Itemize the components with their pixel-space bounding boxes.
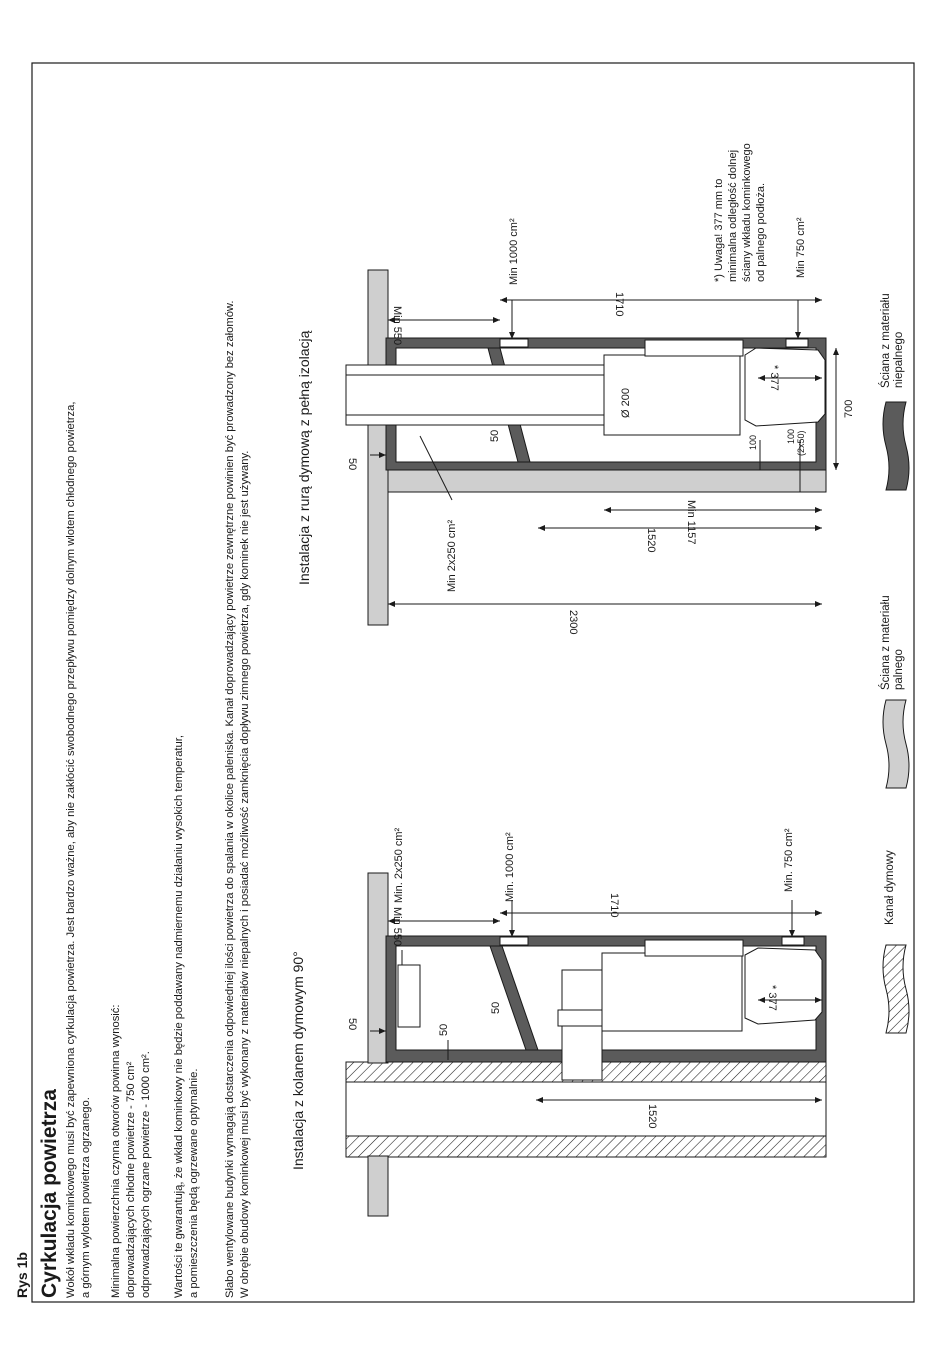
legend-swatch-dark — [883, 402, 909, 490]
legend-label-noncombustible-line-2: niepalnego — [893, 331, 905, 388]
paragraph-6: Wartości te gwarantują, że wkład kominkowy nie będzie poddawany nadmiernemu działaniu wysokich temperatur, — [173, 735, 185, 1298]
left-min750: Min. 750 cm² — [783, 828, 795, 892]
right-1710: 1710 — [613, 292, 625, 317]
left-min2x250: Min. 2x250 cm² — [393, 827, 405, 903]
left-1520: 1520 — [646, 1104, 658, 1129]
right-2x50: (2x50) — [796, 430, 806, 456]
diagram-left — [346, 873, 826, 1216]
left-377: * 377 — [766, 985, 778, 1011]
page-title: Cyrkulacja powietrza — [38, 1089, 61, 1298]
legend-label-noncombustible — [880, 293, 906, 388]
legend-label-flue: Kanał dymowy — [884, 850, 896, 925]
right-min1000: Min 1000 cm² — [508, 218, 520, 285]
legend-label-combustible-line-2: palnego — [893, 649, 905, 690]
left-d50a: 50 — [346, 1018, 358, 1031]
right-min550: Min 550 — [391, 306, 403, 346]
right-note-line-4: od palnego podłoża. — [755, 182, 767, 282]
combustible-wall — [368, 873, 388, 1063]
right-d50a: 50 — [346, 458, 358, 471]
right-note-line-3: ściany wkładu kominkowego — [741, 143, 753, 282]
right-min2x250: Min 2x250 cm² — [446, 519, 458, 592]
paragraph-5: odprowadzających ogrzane powietrze - 1000 cm². — [140, 1051, 152, 1298]
legend-label-noncombustible-line-1: Ściana z materiału — [880, 293, 892, 388]
right-note-line-2: minimalna odległość dolnej — [727, 149, 739, 282]
right-min1157: Min 1157 — [685, 500, 697, 545]
legend-label-combustible-line-1: Ściana z materiału — [880, 595, 892, 690]
legend-swatch-light — [883, 700, 909, 788]
right-note-line-1: *) Uwaga! 377 mm to — [713, 178, 725, 282]
paragraph-2: a górnym wylotem powietrza ogrzanego. — [80, 1097, 92, 1298]
paragraph-9: W obrębie obudowy kominkowej musi być wykonany z materiałów niepalnych i posiadać możliwość zamknięcia dopływu zimnego powietrza, gdy kominek nie jest używany. — [239, 450, 251, 1298]
right-d100: 100 — [748, 434, 758, 450]
right-2300: 2300 — [567, 610, 579, 635]
paragraph-4: doprowadzających chłodne powietrze - 750 cm² — [125, 1061, 137, 1298]
left-1710: 1710 — [608, 893, 620, 918]
combustible-wall-right — [368, 270, 388, 625]
right-d50b: 50 — [489, 429, 501, 442]
right-note — [712, 143, 768, 282]
left-min550: Min 550 — [391, 907, 403, 947]
left-d50b: 50 — [438, 1023, 450, 1036]
right-700: 700 — [843, 399, 855, 418]
left-min1000: Min. 1000 cm² — [504, 832, 516, 902]
insulated-flue — [346, 365, 604, 425]
paragraph-1: Wokół wkładu kominkowego musi być zapewniona cyrkulacja powietrza. Jest bardzo ważne, aby nie zakłócić swobodnego przepływu pomiędzy dolnym wlotem chłodnego powietrza, — [65, 401, 77, 1298]
left-d50c: 50 — [490, 1001, 502, 1014]
figure-label: Rys 1b — [14, 1252, 30, 1298]
right-dia200: Ø 200 — [620, 388, 632, 418]
right-377: * 377 — [768, 365, 780, 391]
paragraph-3: Minimalna powierzchnia czynna otworów powinna wynosić: — [110, 1004, 122, 1298]
right-min750: Min 750 cm² — [795, 217, 807, 278]
legend-swatch-hatch — [883, 945, 909, 1033]
paragraph-8: Słabo wentylowane budynki wymagają dostarczenia odpowiedniej ilości powietrza do spalania w okolice paleniska. Kanał doprowadzający powietrze zewnętrzne powinien być prowadzony bez załomów. — [224, 300, 236, 1298]
right-caption: Instalacja z rurą dymową z pełną izolacją — [296, 330, 312, 585]
left-caption: Instalacja z kolanem dymowym 90° — [290, 951, 306, 1170]
diagram-right — [346, 270, 836, 625]
legend — [883, 402, 909, 1033]
legend-label-combustible — [880, 595, 906, 690]
paragraph-7: a pomieszczenia będą ogrzewane optymalnie. — [188, 1068, 200, 1298]
right-1520: 1520 — [645, 528, 657, 553]
right-d100b: 100 — [786, 428, 796, 444]
